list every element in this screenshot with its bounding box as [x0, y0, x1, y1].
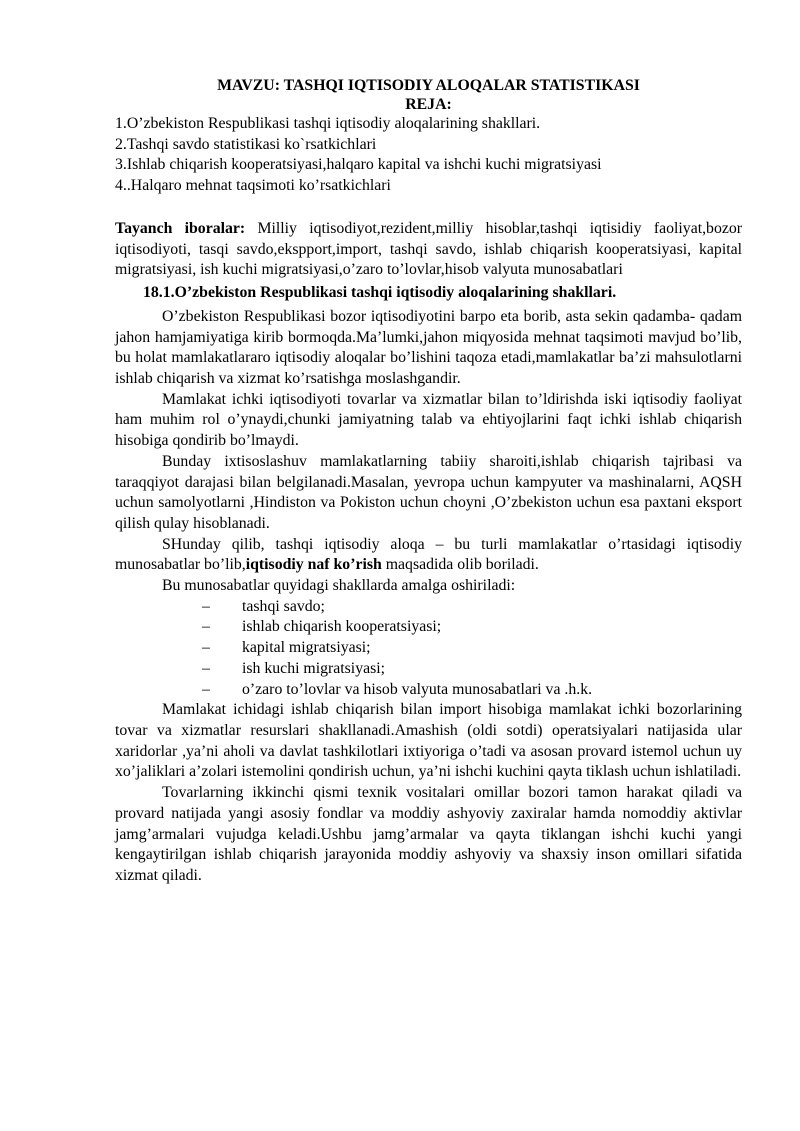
dash-marker: –	[202, 597, 210, 615]
body-paragraph: Mamlakat ichidagi ishlab chiqarish bilan import hisobiga mamlakat ichki bozorlarining tovar va xizmatlar resurslari shakllanadi.Amashish (oldi sotdi) operatsiyalari natijasida ular xaridorlar ,ya’ni aholi va davlat tashkilotlari ixtiyoriga o’tadi va asosan provard istemol uchun uy xo’jaliklari a’zolari istemolini qondirish uchun, ya’ni ishchi kuchini qayta tiklash uchun ishlatiladi.	[115, 701, 742, 781]
list-item	[115, 617, 742, 638]
body-paragraph: Bu munosabatlar quyidagi shakllarda amalga oshiriladi:	[162, 577, 516, 595]
paragraph-text: maqsadida olib boriladi.	[381, 556, 539, 574]
list-item-text: tashqi savdo;	[242, 597, 325, 615]
document-page	[115, 76, 742, 887]
list-item	[115, 659, 742, 680]
section-heading: 18.1.O’zbekiston Respublikasi tashqi iqtisodiy aloqalarining shakllari.	[143, 283, 617, 301]
body-paragraph: Mamlakat ichki iqtisodiyoti tovarlar va xizmatlar bilan to’ldirishda iski iqtisodiy faoliyat ham muhim rol o’ynaydi,chunki jamiyatning talab va ehtiyojlarini faqt ichki ishlab chiqarish hisobiga qondirib bo’lmaydi.	[115, 390, 742, 450]
keywords-paragraph	[115, 219, 742, 281]
list-item-text: o’zaro to’lovlar va hisob valyuta munosabatlari va .h.k.	[242, 680, 593, 698]
dash-marker: –	[202, 680, 210, 698]
document-title: MAVZU: TASHQI IQTISODIY ALOQALAR STATISTIKASI	[217, 77, 640, 94]
bullet-list	[115, 597, 742, 701]
body-paragraph	[115, 535, 742, 576]
list-item-text: ishlab chiqarish kooperatsiyasi;	[242, 618, 442, 636]
list-item	[115, 638, 742, 659]
dash-marker: –	[202, 659, 210, 677]
paragraph-text: SHunday qilib, tashqi iqtisodiy aloqa – bu turli mamlakatlar o’rtasidagi iqtisodiy munosabatlar bo’lib,	[115, 535, 742, 574]
plan-item: 1.O’zbekiston Respublikasi tashqi iqtisodiy aloqalarining shakllari.	[115, 115, 541, 132]
plan-item: 3.Ishlab chiqarish kooperatsiyasi,halqaro kapital va ishchi kuchi migratsiyasi	[115, 156, 602, 174]
keywords-text: Milliy iqtisodiyot,rezident,milliy hisoblar,tashqi iqtisidiy faoliyat,bozor iqtisodiyoti, tasqi savdo,ekspport,import, tashqi savdo, ishlab chiqarish kooperatsiyasi, kapital migratsiyasi, ish kuchi migratsiyasi,o’zaro to’lovlar,hisob valyuta munosabatlari	[115, 219, 743, 279]
plan-item: 2.Tashqi savdo statistikasi ko`rsatkichlari	[115, 135, 377, 153]
spacer	[115, 197, 742, 219]
list-item-text: ish kuchi migratsiyasi;	[242, 659, 386, 677]
plan-item: 4..Halqaro mehnat taqsimoti ko’rsatkichlari	[115, 177, 391, 195]
emphasis-text: iqtisodiy naf ko’rish	[245, 556, 382, 574]
plan-heading: REJA:	[405, 96, 452, 113]
list-item-text: kapital migratsiyasi;	[242, 639, 371, 657]
keywords-label: Tayanch iboralar:	[115, 219, 246, 237]
dash-marker: –	[202, 618, 210, 636]
body-paragraph: Bunday ixtisoslashuv mamlakatlarning tabiiy sharoiti,ishlab chiqarish tajribasi va taraqqiyot darajasi bilan belgilanadi.Masalan, yevropa uchun kampyuter va mashinalarni, AQSH uchun samolyotlarni ,Hindiston va Pokiston uchun choyni ,O’zbekiston uchun esa paxtani eksport qilish qulay hisoblanadi.	[115, 452, 742, 532]
body-paragraph: Tovarlarning ikkinchi qismi texnik vositalari omillar bozori tamon harakat qiladi va provard natijada yangi asosiy fondlar va moddiy ashyoviy zaxiralar hamda nomoddiy aktivlar jamg’armalari vujudga keladi.Ushbu jamg’armalar va qayta tiklangan ishchi kuchi yangi kengaytirilgan ishlab chiqarish jarayonida moddiy ashyoviy va shaxsiy inson omillari sifatida xizmat qiladi.	[115, 784, 742, 884]
list-item	[115, 597, 742, 618]
plan-list	[115, 114, 742, 197]
dash-marker: –	[202, 639, 210, 657]
list-item	[115, 680, 742, 701]
body-paragraph: O’zbekiston Respublikasi bozor iqtisodiyotini barpo eta borib, asta sekin qadamba- qadam jahon hamjamiyatiga kirib bormoqda.Ma’lumki,jahon miqyosida mehnat taqsimoti mavjud bo’lib, bu holat mamlakatlararo iqtisodiy aloqalar bo’lishini taqoza etadi,mamlakatlar ba’zi mahsulotlarni ishlab chiqarish va xizmat ko’rsatishga moslashgandir.	[115, 307, 742, 388]
